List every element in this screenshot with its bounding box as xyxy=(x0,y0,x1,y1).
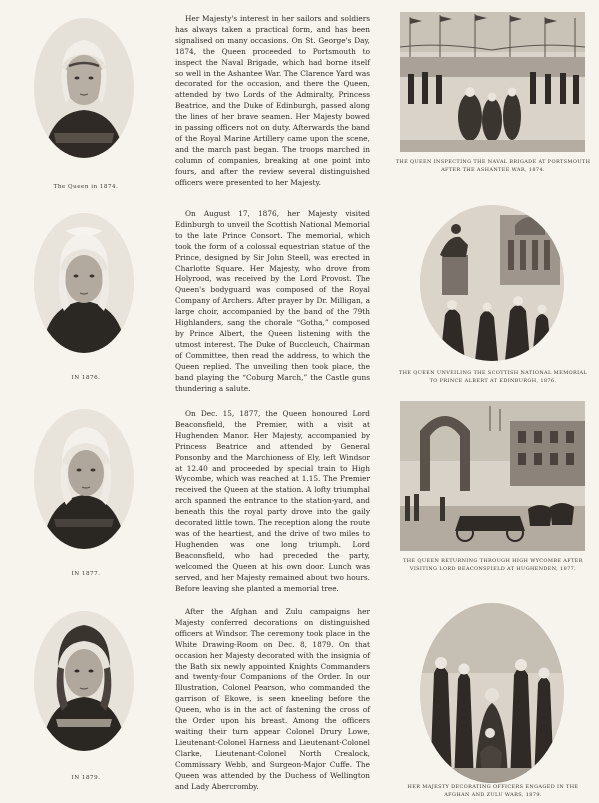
illustration-image-1877 xyxy=(400,401,585,551)
portrait-oval-1874 xyxy=(34,18,134,158)
portrait-caption-1879: IN 1879. xyxy=(71,775,101,781)
portrait-oval-1879 xyxy=(34,611,134,751)
portrait-caption-1877: IN 1877. xyxy=(71,571,101,577)
portrait-image-1874 xyxy=(34,18,134,158)
portrait-image-1876 xyxy=(34,213,134,353)
portrait-caption-1874: The Queen in 1874. xyxy=(53,184,119,190)
entry-1877 xyxy=(0,395,599,595)
illustration-1877 xyxy=(400,401,585,551)
illustration-caption-1877: THE QUEEN RETURNING THROUGH HIGH WYCOMBE AFTER VISITING LORD BEACONSFIELD AT HUGHENDEN, 1877. xyxy=(403,558,583,572)
entry-1879 xyxy=(0,603,599,803)
illustration-caption-1879: HER MAJESTY DECORATING OFFICERS ENGAGED IN THE AFGHAN AND ZULU WARS, 1879. xyxy=(407,784,579,798)
entry-1874 xyxy=(0,0,599,200)
illustration-image-1879 xyxy=(420,603,564,783)
illustration-image-1876 xyxy=(420,205,564,361)
portrait-caption-1876: IN 1876. xyxy=(71,375,101,381)
entry-1876 xyxy=(0,197,599,397)
portrait-oval-1876 xyxy=(34,213,134,353)
article-text-1876: On August 17, 1876, her Majesty visited Edinburgh to unveil the Scottish National Memorial to the late Prince Consort. The memorial, which took the form of a colossal equestrian statue of the Prince, designed by Sir John Steell, was erected in Charlotte Square. Her Majesty, who drove from Holyrood, was received by the Lord Provost. The Queen's bodyguard was composed of the Royal Company of Archers. After prayer by Dr. Milligan, a large choir, accompanied by the band of the 79th Highlanders, sang the chorale “Gotha,” composed by Prince Albert, the Queen listening with the utmost interest. The Duke of Buccleuch, Chairman of Committee, then read the address, to which the Queen replied. The unveiling then took place, the band playing the “Coburg March,” the Castle guns thundering a salute. xyxy=(175,209,370,393)
article-text-1877: On Dec. 15, 1877, the Queen honoured Lord Beaconsfield, the Premier, with a visit at Hughenden Manor. Her Majesty, accompanied by Princess Beatrice and attended by General Ponsonby and the Marchioness of Ely, left Windsor at 12.40 and proceeded by special train to High Wycombe, which was reached at 1.15. The Premier received the Queen at the station. A lofty triumphal arch spanned the entrance to the station-yard, and beneath this the royal party drove into the gaily decorated little town. The reception along the route was of the heartiest, and the drive of two miles to Hughenden was one long triumph. Lord Beaconsfield, who had preceded the party, welcomed the Queen at his own door. Lunch was served, and her Majesty remained about two hours. Before leaving she planted a memorial tree. xyxy=(175,409,370,593)
illustration-1876 xyxy=(420,205,564,361)
illustration-1874 xyxy=(400,12,585,152)
article-text-1879: After the Afghan and Zulu campaigns her Majesty conferred decorations on distinguished officers at Windsor. The ceremony took place in the White Drawing-Room on Dec. 8, 1879. On that occasion her Majesty decorated with the insignia of the Bath six newly appointed Knights Commanders and twenty-four Companions of the Order. In our Illustration, Colonel Pearson, who commanded the garrison of Ekowe, is seen kneeling before the Queen, who is in the act of fastening the cross of the Order upon his breast. Among the officers waiting their turn appear Colonel Drury Lowe, Lieutenant-Colonel Harness and Lieutenant-Colonel Clarke, Lieutenant-Colonel North Crealock, Commissary Webb, and Surgeon-Major Cuffe. The Queen was attended by the Duchess of Wellington and Lady Abercromby. xyxy=(175,607,370,791)
illustration-caption-1874: THE QUEEN INSPECTING THE NAVAL BRIGADE AT PORTSMOUTH AFTER THE ASHANTEE WAR, 1874. xyxy=(395,159,591,173)
portrait-image-1877 xyxy=(34,409,134,549)
illustration-caption-1876: THE QUEEN UNVEILING THE SCOTTISH NATIONAL MEMORIAL TO PRINCE ALBERT AT EDINBURGH, 1876. xyxy=(398,370,588,384)
illustration-1879 xyxy=(420,603,564,783)
article-text-1874: Her Majesty's interest in her sailors and soldiers has always taken a practical form, and has been signalised on many occasions. On St. George's Day, 1874, the Queen proceeded to Portsmouth to inspect the Naval Brigade, which had borne itself so well in the Ashantee War. The Clarence Yard was decorated for the occasion, and there the Queen, attended by two Lords of the Admiralty, Princess Beatrice, and the Duke of Edinburgh, passed along the lines of her brave seamen. Her Majesty bowed in passing officers not on duty. Afterwards the band of the Royal Marine Artillery came upon the scene, and the march past began. The troops marched in column of companies, breaking at one point into fours, and after the review several distinguished officers were presented to her Majesty. xyxy=(175,14,370,187)
portrait-oval-1877 xyxy=(34,409,134,549)
illustration-image-1874 xyxy=(400,12,585,152)
portrait-image-1879 xyxy=(34,611,134,751)
